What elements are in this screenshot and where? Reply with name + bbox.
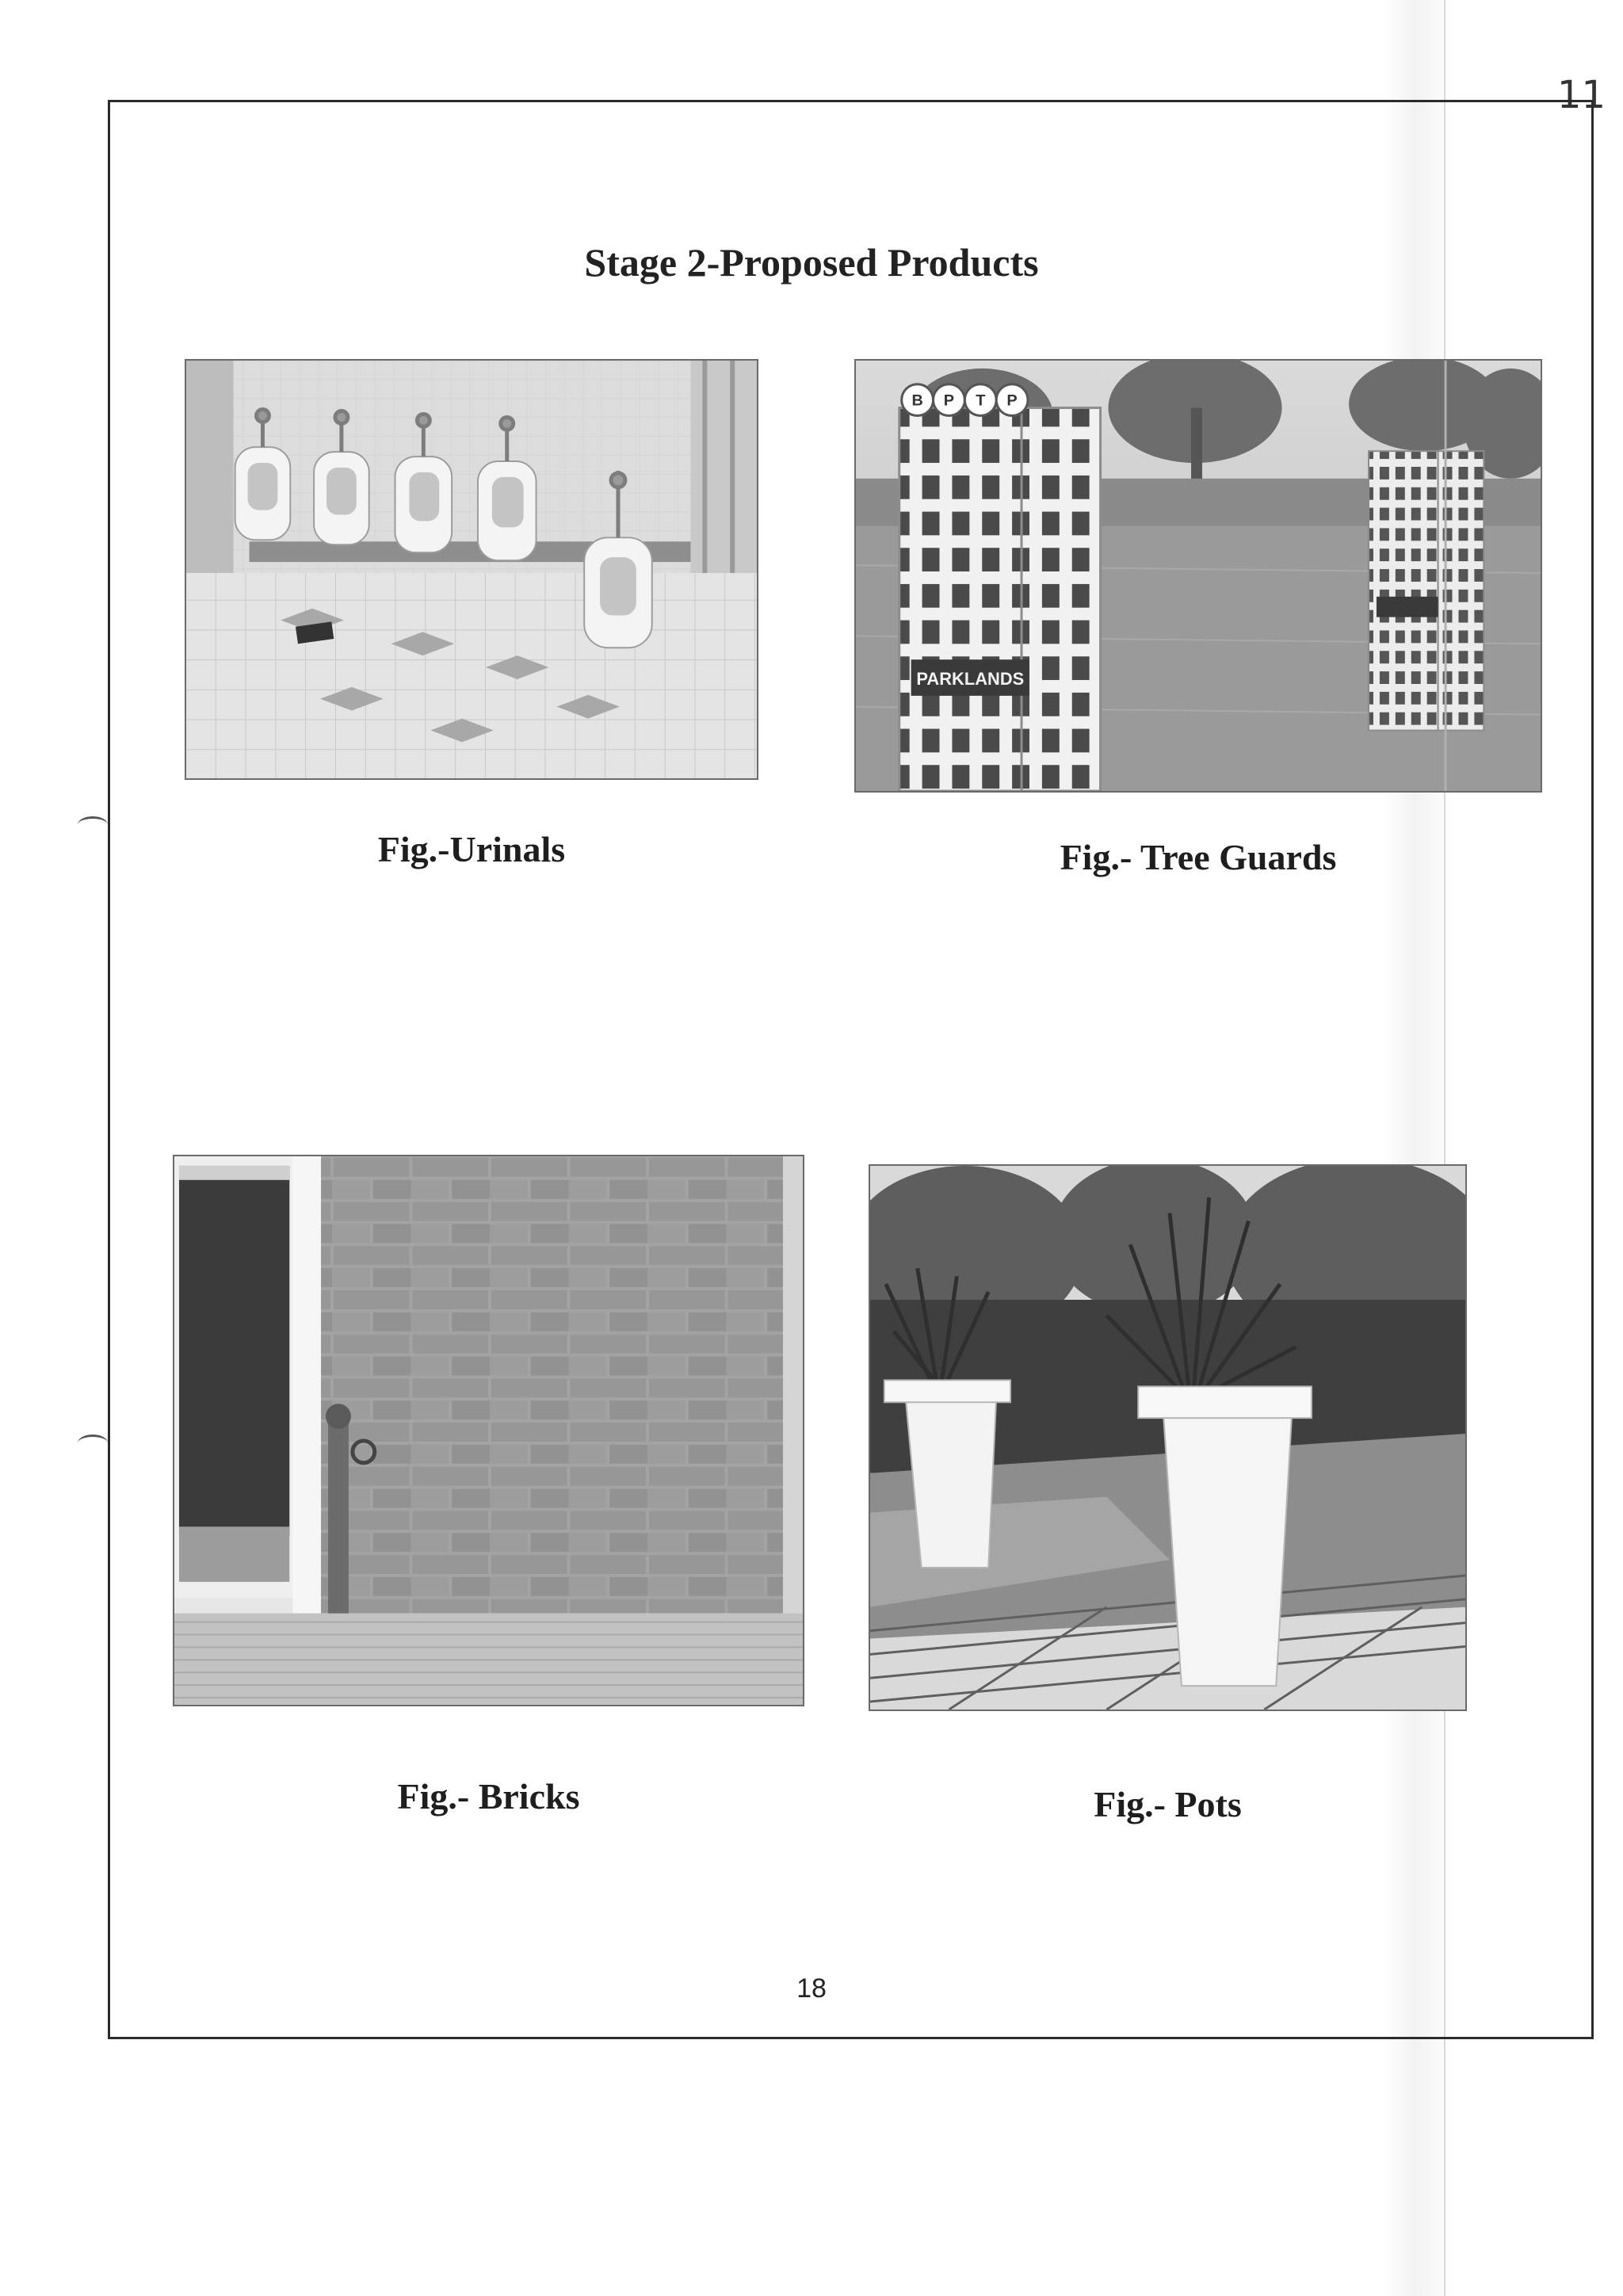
badge-letter: T [976, 392, 986, 410]
pots-photo [869, 1164, 1467, 1711]
punch-hole-mark [78, 1435, 108, 1451]
page-number: 18 [796, 1973, 827, 2004]
caption-urinals: Fig.-Urinals [377, 829, 566, 869]
caption-bricks: Fig.- Bricks [397, 1776, 580, 1817]
caption-tree-guards: Fig.- Tree Guards [1060, 837, 1337, 877]
bricks-photo [173, 1155, 804, 1706]
page-title: Stage 2-Proposed Products [584, 240, 1039, 285]
badge-letter: P [943, 392, 955, 410]
tree-guards-photo [854, 359, 1542, 793]
urinals-photo [185, 359, 758, 780]
badge-letter: B [911, 392, 923, 410]
punch-hole-mark [78, 816, 108, 833]
parklands-sign: PARKLANDS [916, 669, 1025, 689]
caption-pots: Fig.- Pots [1094, 1784, 1242, 1824]
handwritten-mark: 11 [1556, 73, 1606, 117]
badge-letter: P [1006, 392, 1018, 410]
